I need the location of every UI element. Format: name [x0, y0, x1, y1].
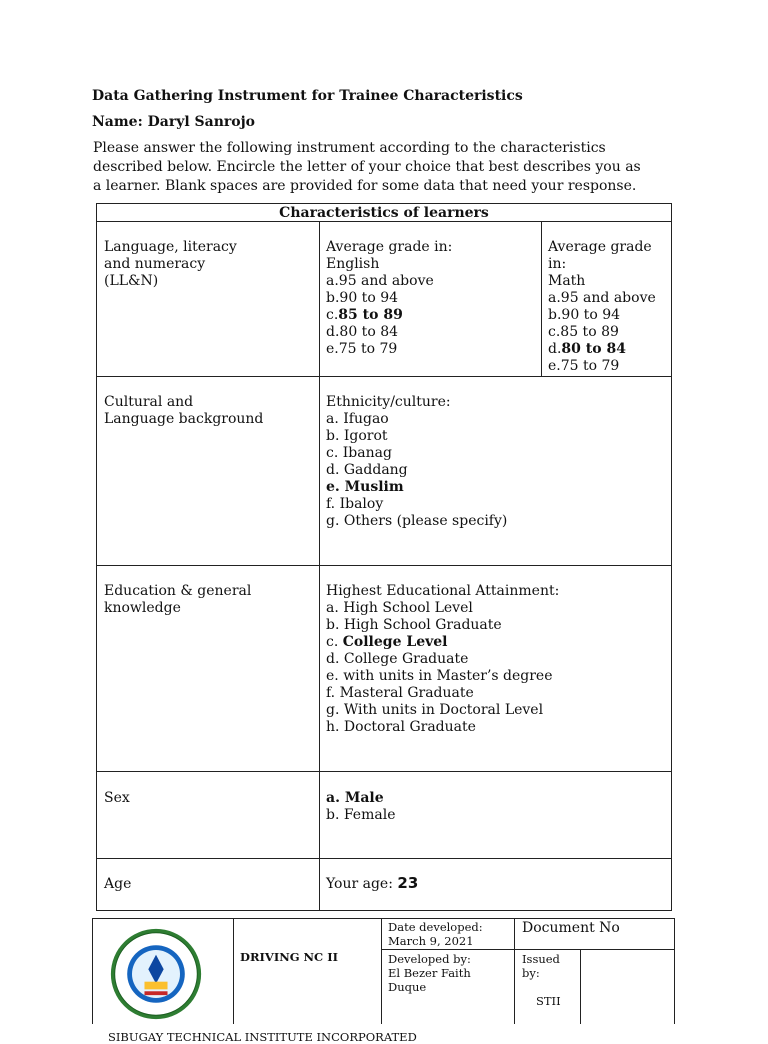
math-title: Average grade [548, 239, 652, 255]
education-option-a[interactable]: a. High School Level [326, 600, 473, 616]
sex-options [326, 790, 395, 824]
school-logo [108, 926, 204, 1022]
culture-label [104, 394, 263, 428]
math-option-c[interactable]: c.85 to 89 [548, 324, 619, 340]
education-option-b[interactable]: b. High School Graduate [326, 617, 502, 633]
culture-options [326, 394, 507, 530]
lln-label-line: and numeracy [104, 256, 206, 272]
math-option-e[interactable]: e.75 to 79 [548, 358, 620, 374]
sex-option-male-selected[interactable]: a. Male [326, 790, 384, 806]
instructions-line-1: Please answer the following instrument according to the characteristics [93, 140, 606, 156]
culture-label-line: Language background [104, 411, 264, 427]
education-option-h[interactable]: h. Doctoral Graduate [326, 719, 476, 735]
culture-option-g[interactable]: g. Others (please specify) [326, 513, 508, 529]
education-option-e[interactable]: e. with units in Master’s degree [326, 668, 553, 684]
culture-option-b[interactable]: b. Igorot [326, 428, 388, 444]
age-label: Age [104, 876, 132, 892]
english-option-d[interactable]: d.80 to 84 [326, 324, 399, 340]
education-options [326, 583, 559, 736]
education-title: Highest Educational Attainment: [326, 583, 560, 599]
logo-text: SIBUGAY TECHNICAL INSTITUTE INCORPORATED [108, 1030, 417, 1044]
education-option-c-selected[interactable]: c. College Level [326, 634, 448, 650]
math-title: in: [548, 256, 567, 272]
education-label [104, 583, 251, 617]
date-developed [388, 920, 483, 948]
sex-label: Sex [104, 790, 130, 806]
issued-by [522, 952, 560, 980]
education-option-d[interactable]: d. College Graduate [326, 651, 469, 667]
program-name: DRIVING NC II [240, 950, 338, 964]
culture-title: Ethnicity/culture: [326, 394, 451, 410]
english-title: Average grade in: [326, 239, 453, 255]
document-number-label: Document No [522, 920, 620, 936]
sex-option-female[interactable]: b. Female [326, 807, 396, 823]
developer-label: Developed by: [388, 952, 471, 966]
document-title: Data Gathering Instrument for Trainee Characteristics [92, 88, 523, 104]
issuer-value: STII [536, 994, 561, 1008]
math-grade-options [548, 239, 656, 375]
instructions-line-3: a learner. Blank spaces are provided for some data that need your response. [93, 178, 637, 194]
age-prompt: Your age: [326, 876, 393, 892]
culture-option-a[interactable]: a. Ifugao [326, 411, 389, 427]
developed-by [388, 952, 471, 994]
math-subject: Math [548, 273, 586, 289]
table-heading: Characteristics of learners [279, 205, 489, 221]
education-option-f[interactable]: f. Masteral Graduate [326, 685, 474, 701]
english-subject: English [326, 256, 380, 272]
english-option-b[interactable]: b.90 to 94 [326, 290, 399, 306]
trainee-name: Name: Daryl Sanrojo [92, 114, 256, 130]
education-label-line: Education & general [104, 583, 252, 599]
lln-label [104, 239, 237, 290]
issued-label: by: [522, 966, 540, 980]
math-option-a[interactable]: a.95 and above [548, 290, 656, 306]
education-option-g[interactable]: g. With units in Doctoral Level [326, 702, 544, 718]
culture-option-f[interactable]: f. Ibaloy [326, 496, 384, 512]
issued-label: Issued [522, 952, 560, 966]
age-value[interactable]: 23 [397, 874, 419, 892]
culture-option-c[interactable]: c. Ibanag [326, 445, 392, 461]
date-value: March 9, 2021 [388, 934, 474, 948]
english-option-c-selected[interactable]: c.85 to 89 [326, 307, 403, 323]
developer-name: Duque [388, 980, 427, 994]
instructions-line-2: described below. Encircle the letter of your choice that best describes you as [93, 159, 641, 175]
developer-name: El Bezer Faith [388, 966, 471, 980]
math-option-d-selected[interactable]: d.80 to 84 [548, 341, 626, 357]
date-label: Date developed: [388, 920, 483, 934]
culture-label-line: Cultural and [104, 394, 194, 410]
math-option-b[interactable]: b.90 to 94 [548, 307, 621, 323]
lln-label-line: Language, literacy [104, 239, 237, 255]
lln-label-line: (LL&N) [104, 273, 159, 289]
age-response [326, 875, 418, 893]
english-option-e[interactable]: e.75 to 79 [326, 341, 398, 357]
culture-option-d[interactable]: d. Gaddang [326, 462, 408, 478]
education-label-line: knowledge [104, 600, 181, 616]
culture-option-e-selected[interactable]: e. Muslim [326, 479, 404, 495]
english-option-a[interactable]: a.95 and above [326, 273, 434, 289]
english-grade-options [326, 239, 452, 358]
